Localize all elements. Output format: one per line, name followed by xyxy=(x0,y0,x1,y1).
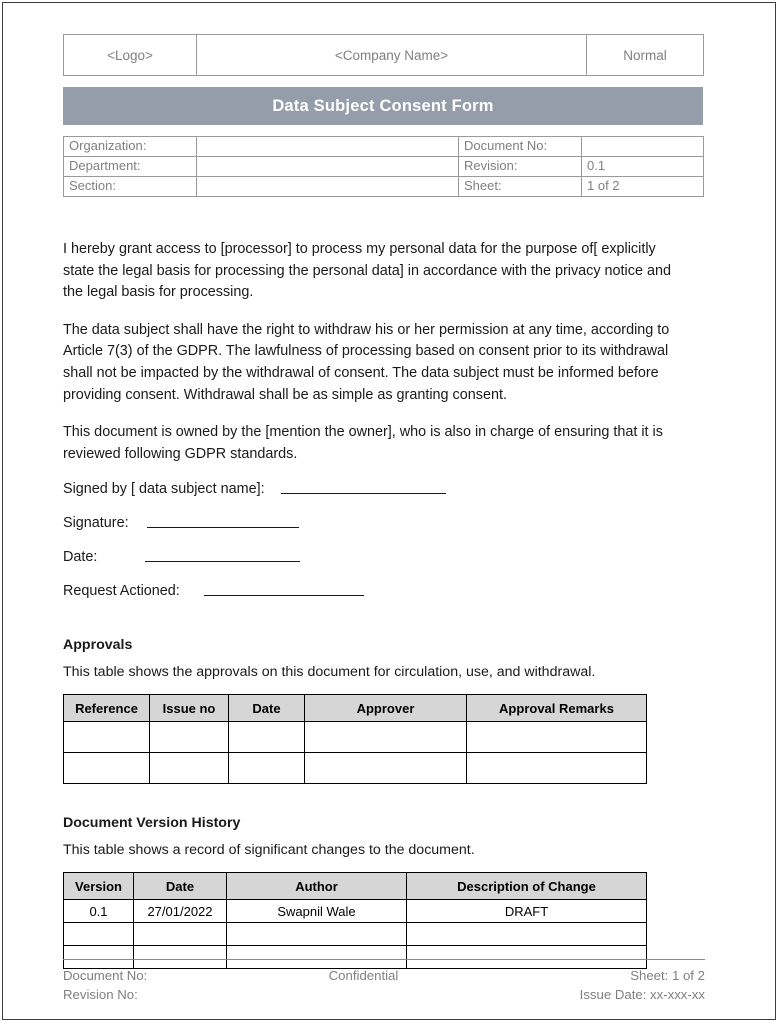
page-footer xyxy=(63,959,705,1004)
approvals-cell[interactable] xyxy=(467,722,647,753)
consent-paragraph-1: I hereby grant access to [processor] to process my personal data for the purpose of[ explicitly state the legal basis for processing the personal data] in accordance with the privacy notice and the legal basis for processing. xyxy=(63,241,671,301)
version-history-table xyxy=(63,872,647,969)
document-meta-table xyxy=(63,136,704,197)
meta-value-sheet: 1 of 2 xyxy=(582,177,704,197)
signature-label-signature: Signature: xyxy=(63,515,129,532)
consent-paragraph-2: The data subject shall have the right to withdraw his or her permission at any time, according to Article 7(3) of the GDPR. The lawfulness of processing based on consent prior to its withdrawal shall not be impacted by the withdrawal of consent. The data subject must be informed before providing consent. Withdrawal shall be as simple as granting consent. xyxy=(63,321,670,403)
history-cell-version[interactable] xyxy=(64,923,134,946)
signature-label-signed-by: Signed by [ data subject name]: xyxy=(63,481,265,498)
meta-value-document-no xyxy=(582,137,704,157)
footer-grid xyxy=(63,966,705,1004)
table-row xyxy=(64,722,647,753)
signature-fields-block xyxy=(63,481,705,599)
consent-body xyxy=(63,239,705,599)
history-col-date: Date xyxy=(134,873,227,900)
footer-left-column xyxy=(63,966,147,1004)
meta-label-document-no: Document No: xyxy=(459,137,582,157)
signature-field-date xyxy=(63,549,705,565)
footer-issue-date: Issue Date: xx-xxx-xx xyxy=(579,987,705,1003)
history-col-description-of-change: Description of Change xyxy=(407,873,647,900)
table-row xyxy=(64,900,647,923)
approvals-cell[interactable] xyxy=(229,722,305,753)
signature-writeline-signed-by[interactable] xyxy=(281,493,446,494)
header-identity-row xyxy=(64,35,704,76)
table-row xyxy=(64,923,647,946)
footer-revision-no: Revision No: xyxy=(63,987,138,1003)
version-history-description: This table shows a record of significant changes to the document. xyxy=(63,842,475,859)
version-history-section xyxy=(63,815,705,969)
signature-writeline-request-actioned[interactable] xyxy=(204,595,364,596)
document-title-banner xyxy=(63,87,703,125)
signature-label-date: Date: xyxy=(63,549,98,566)
consent-paragraph-3: This document is owned by the [mention the owner], who is also in charge of ensuring that it is reviewed following GDPR standards. xyxy=(63,424,663,462)
approvals-cell[interactable] xyxy=(305,722,467,753)
company-name-cell: <Company Name> xyxy=(197,35,587,76)
footer-right-column xyxy=(580,966,705,1004)
approvals-cell[interactable] xyxy=(467,753,647,784)
table-row xyxy=(64,177,704,197)
approvals-table xyxy=(63,694,647,784)
approvals-cell[interactable] xyxy=(150,753,229,784)
table-header-row xyxy=(64,873,647,900)
approvals-cell[interactable] xyxy=(305,753,467,784)
table-row xyxy=(64,753,647,784)
signature-field-signature xyxy=(63,515,705,531)
classification-cell: Normal xyxy=(587,35,704,76)
approvals-cell[interactable] xyxy=(64,722,150,753)
signature-field-request-actioned xyxy=(63,583,705,599)
page-title: Data Subject Consent Form xyxy=(272,96,494,115)
approvals-col-approval-remarks: Approval Remarks xyxy=(467,695,647,722)
approvals-section xyxy=(63,637,705,784)
version-history-heading: Document Version History xyxy=(63,815,241,832)
history-col-author: Author xyxy=(227,873,407,900)
history-cell-description[interactable] xyxy=(407,923,647,946)
meta-label-section: Section: xyxy=(64,177,197,197)
meta-label-organization: Organization: xyxy=(64,137,197,157)
signature-writeline-signature[interactable] xyxy=(147,527,299,528)
history-cell-author[interactable] xyxy=(227,923,407,946)
approvals-col-date: Date xyxy=(229,695,305,722)
history-cell-date[interactable]: 27/01/2022 xyxy=(134,900,227,923)
document-page xyxy=(2,2,776,1020)
header-identity-table xyxy=(63,34,704,76)
table-row xyxy=(64,157,704,177)
history-cell-description[interactable]: DRAFT xyxy=(407,900,647,923)
approvals-cell[interactable] xyxy=(64,753,150,784)
logo-placeholder-cell: <Logo> xyxy=(64,35,197,76)
approvals-col-approver: Approver xyxy=(305,695,467,722)
history-col-version: Version xyxy=(64,873,134,900)
approvals-cell[interactable] xyxy=(229,753,305,784)
footer-sheet: Sheet: 1 of 2 xyxy=(630,968,705,983)
meta-label-department: Department: xyxy=(64,157,197,177)
footer-document-no: Document No: xyxy=(63,968,148,983)
footer-center-column xyxy=(329,966,399,1004)
history-cell-date[interactable] xyxy=(134,923,227,946)
approvals-col-issue-no: Issue no xyxy=(150,695,229,722)
signature-writeline-date[interactable] xyxy=(145,561,300,562)
signature-label-request-actioned: Request Actioned: xyxy=(63,583,180,600)
meta-value-department xyxy=(197,157,459,177)
history-cell-author[interactable]: Swapnil Wale xyxy=(227,900,407,923)
meta-value-section xyxy=(197,177,459,197)
approvals-cell[interactable] xyxy=(150,722,229,753)
approvals-heading: Approvals xyxy=(63,637,133,654)
footer-confidentiality-label: Confidential xyxy=(328,968,399,983)
approvals-col-reference: Reference xyxy=(64,695,150,722)
history-cell-version[interactable]: 0.1 xyxy=(64,900,134,923)
table-header-row xyxy=(64,695,647,722)
footer-divider xyxy=(63,959,705,960)
document-content xyxy=(63,34,705,969)
meta-label-sheet: Sheet: xyxy=(459,177,582,197)
meta-label-revision: Revision: xyxy=(459,157,582,177)
table-row xyxy=(64,137,704,157)
meta-value-revision: 0.1 xyxy=(582,157,704,177)
approvals-description: This table shows the approvals on this document for circulation, use, and withdrawal. xyxy=(63,664,596,681)
meta-value-organization xyxy=(197,137,459,157)
signature-field-signed-by xyxy=(63,481,705,497)
